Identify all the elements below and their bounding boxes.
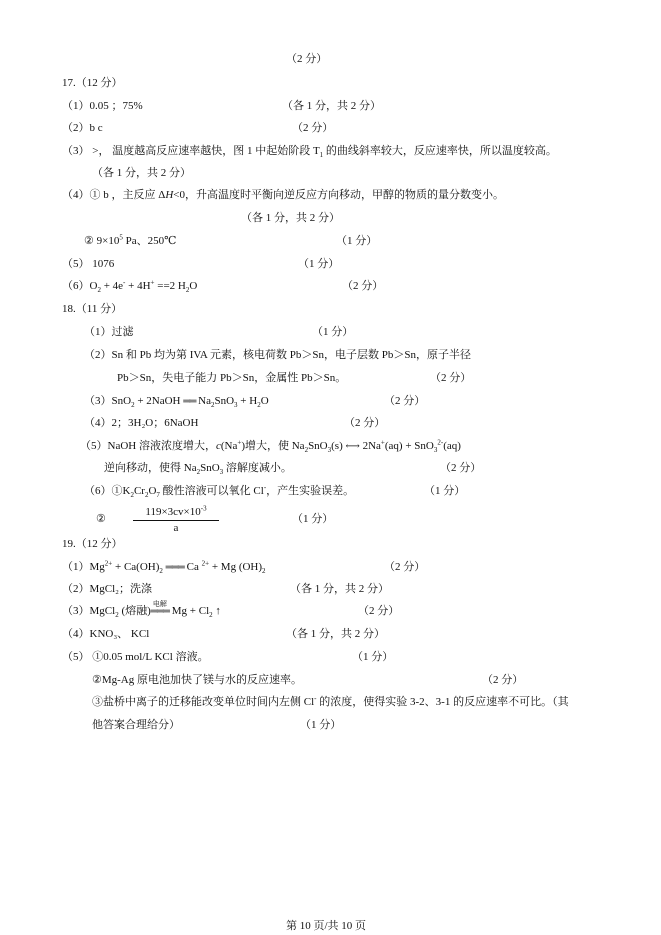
q18-a2-score: （2 分） <box>430 372 472 384</box>
q19-a5-line1: （5） ①0.05 mol/L KCl 溶液。 <box>62 651 209 663</box>
q17-a4b: ② $9\times 10^5$ Pa、250℃ <box>84 233 177 247</box>
q18-a1: （1）过滤 <box>84 326 134 338</box>
q18-a4: （4）2；3H₂O；6NaOH <box>84 417 199 429</box>
q17-title: 17.（12 分） <box>62 77 123 89</box>
q18-a4-score: （2 分） <box>344 417 386 429</box>
q19-a2: （2）MgCl₂；洗涤 <box>62 583 153 595</box>
page-footer: 第 10 页/共 10 页 <box>286 920 367 932</box>
q18-a1-score: （1 分） <box>312 326 354 338</box>
q19-a5-line4: 他答案合理给分） <box>92 719 180 731</box>
q19-a5-line3: ③盐桥中离子的迁移能改变单位时间内左侧 Cl- 的浓度，使得实验 3-2、3-1 的反应速率不可比。（其 <box>92 694 569 708</box>
q17-a2-score: （2 分） <box>292 122 334 134</box>
prev-score: （2 分） <box>286 53 328 65</box>
q18-a5-line2: 逆向移动，使得 $Na_2SnO_3$ 溶解度减小。 <box>104 462 292 477</box>
q19-a1-score: （2 分） <box>384 561 426 573</box>
q17-a3: （3） >， 温度越高反应速率越快，图 1 中起始阶段 $T_1$ 的曲线斜率较大，反应速率快，所以温度较高。 <box>62 145 557 160</box>
q19-a5-line2: ②Mg-Ag 原电池加快了镁与水的反应速率。 <box>92 674 302 686</box>
q18-a2-line2: Pb＞Sn，失电子能力 Pb＞Sn，金属性 Pb＞Sn。 <box>117 372 347 384</box>
q19-title: 19.（12 分） <box>62 538 123 550</box>
q19-a4: （4）KNO₃、 KCl <box>62 628 150 640</box>
q17-a6: $(6)O_2 + 4e^- + 4H^+ ==2$ $H_2O$ <box>62 278 198 295</box>
q18-a6b-label: ② <box>96 513 106 525</box>
q17-a4: （4）① b ，主反应 ΔH<0，升高温度时平衡向逆反应方向移动，甲醇的物质的量分数变小。 <box>62 189 504 201</box>
q17-a5-score: （1 分） <box>298 258 340 270</box>
fraction-denominator: a <box>173 522 179 534</box>
q18-a6-score: （1 分） <box>424 485 466 497</box>
q17-a2: （2）b c <box>62 122 103 134</box>
q19-a1: $(1)Mg^{2+} + Ca(OH)_2$ ═══ Ca $^{2+}$ + Mg $(OH)_2$ <box>62 559 266 576</box>
q18-title: 18.（11 分） <box>62 303 123 315</box>
q17-a4-score: （各 1 分，共 2 分） <box>241 212 340 224</box>
q18-a6: $(6)①K_2Cr_2O_7$ 酸性溶液可以氧化 Cl-，产生实验误差。 <box>84 483 355 500</box>
q18-a2-line1: （2）Sn 和 Pb 均为第 IVA 元素，核电荷数 Pb＞Sn，电子层数 Pb＞Sn，原子半径 <box>84 349 471 361</box>
q18-a3-score: （2 分） <box>384 395 426 407</box>
q19-a4-score: （各 1 分，共 2 分） <box>286 628 385 640</box>
q17-a1-score: （各 1 分，共 2 分） <box>282 100 381 112</box>
q17-a1: （1）0.05 ；75% <box>62 100 143 112</box>
q19-a5-line4-score: （1 分） <box>300 719 342 731</box>
q18-a3: （3）SnO$_2$ + 2NaOH ══ $Na_2SnO_3 + H_2O$ <box>84 395 269 410</box>
q19-a3: （3）MgCl$_2$ (熔融) 电解 ═══ $Mg + Cl_2$ ↑ <box>62 600 221 620</box>
q18-a6b-fraction <box>133 506 219 535</box>
q19-a3-score: （2 分） <box>358 605 400 617</box>
q19-a5-line1-score: （1 分） <box>352 651 394 663</box>
q18-a6b-score: （1 分） <box>292 513 334 525</box>
q17-a6-score: （2 分） <box>342 280 384 292</box>
fraction-numerator: $119\times 3cv\times 10^{-3}$ <box>133 506 219 521</box>
q17-a3-score: （各 1 分，共 2 分） <box>92 167 191 179</box>
q17-a5: （5） 1076 <box>62 258 115 270</box>
q19-a2-score: （各 1 分，共 2 分） <box>290 583 389 595</box>
q18-a5-score: （2 分） <box>440 462 482 474</box>
q19-a5-line2-score: （2 分） <box>482 674 524 686</box>
q17-a4b-score: （1 分） <box>336 235 378 247</box>
q18-a5-line1: （5）NaOH 溶液浓度增大，c(Na+)增大，使 $Na_2SnO_3(s)$ ⟷ 2Na+(aq) + SnO$_3^{2-}$(aq) <box>80 438 461 455</box>
